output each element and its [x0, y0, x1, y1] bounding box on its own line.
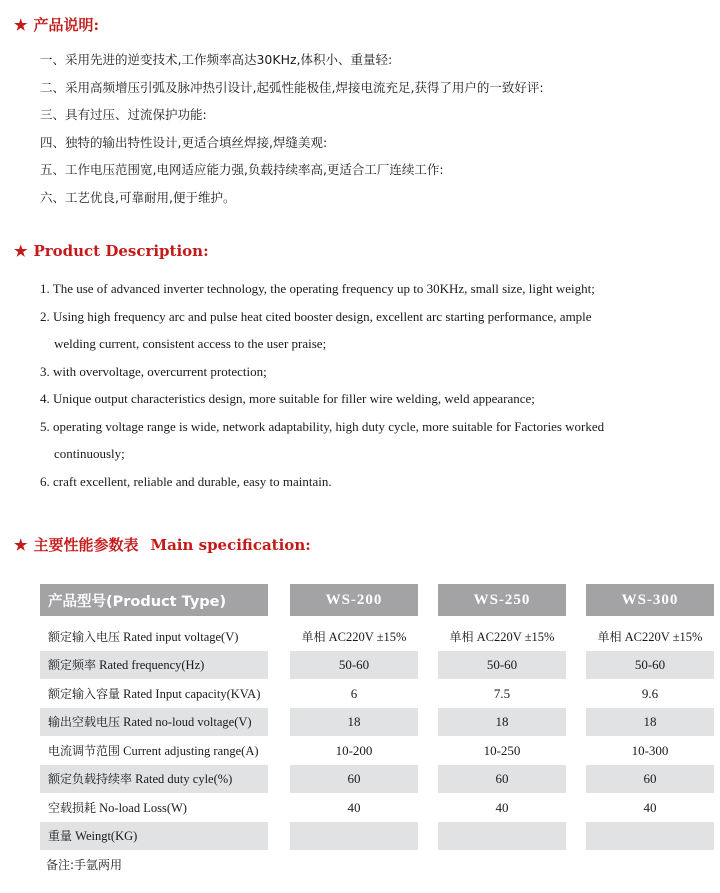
star-icon: ★	[14, 242, 28, 260]
table-row-frequency	[40, 651, 720, 679]
cell-value: 40	[347, 800, 361, 815]
en-feature-4: 4. Unique output characteristics design, more suitable for filler wire welding, weld appearance;	[40, 391, 535, 406]
cell-value: 60	[347, 771, 361, 786]
table-header-model-2: WS-250	[438, 584, 566, 616]
cell-value: 40	[495, 800, 509, 815]
cell-value: 10-300	[631, 743, 669, 758]
row-label: 额定输入电压 Rated input voltage(V)	[48, 630, 239, 644]
section-title-spec-cn: 主要性能参数表	[33, 536, 139, 554]
cn-feature-2: 二、采用高频增压引弧及脉冲热引设计,起弧性能极佳,焊接电流充足,获得了用户的一致好评:	[40, 80, 544, 95]
section-title-en	[14, 242, 209, 260]
table-header-product-type: 产品型号(Product Type)	[40, 584, 268, 616]
cell-value: 60	[495, 771, 509, 786]
row-label: 额定负载持续率 Rated duty cyle(%)	[48, 772, 233, 786]
section-title-cn-text: 产品说明:	[33, 16, 99, 34]
cell-value	[438, 822, 566, 850]
en-feature-6: 6. craft excellent, reliable and durable, easy to maintain.	[40, 474, 332, 489]
en-feature-5: 5. operating voltage range is wide, network adaptability, high duty cycle, more suitable for Factories worked	[40, 419, 605, 434]
section-title-en-text: Product Description:	[33, 242, 209, 260]
row-label: 电流调节范围 Current adjusting range(A)	[48, 744, 259, 758]
cell-value: 50-60	[486, 657, 518, 672]
row-label: 额定输入容量 Rated Input capacity(KVA)	[48, 687, 261, 701]
table-row-weight	[40, 822, 720, 850]
en-feature-3: 3. with overvoltage, overcurrent protection;	[40, 364, 267, 379]
en-feature-1: 1. The use of advanced inverter technology, the operating frequency up to 30KHz, small size, light weight;	[40, 281, 595, 296]
cell-value: 60	[643, 771, 657, 786]
row-label: 空载损耗 No-load Loss(W)	[48, 801, 187, 815]
cell-value: 单相 AC220V ±15%	[597, 630, 703, 644]
cell-value: 6	[350, 686, 358, 701]
en-feature-2: 2. Using high frequency arc and pulse heat cited booster design, excellent arc starting performance, ample	[40, 309, 592, 324]
cn-feature-4: 四、独特的输出特性设计,更适合填丝焊接,焊缝美观:	[40, 135, 328, 150]
table-header-model-1: WS-200	[290, 584, 418, 616]
cn-feature-5: 五、工作电压范围宽,电网适应能力强,负载持续率高,更适合工厂连续工作:	[40, 162, 444, 177]
cell-value: 单相 AC220V ±15%	[449, 630, 555, 644]
cell-value	[290, 822, 418, 850]
cell-value: 18	[495, 714, 509, 729]
cell-value: 10-200	[335, 743, 373, 758]
cell-value: 18	[347, 714, 361, 729]
en-feature-2-cont: welding current, consistent access to the user praise;	[54, 336, 327, 351]
cn-feature-3: 三、具有过压、过流保护功能:	[40, 107, 207, 122]
cell-value: 40	[643, 800, 657, 815]
table-row-current-range	[40, 737, 720, 765]
cell-value: 9.6	[641, 686, 659, 701]
table-row-noload-voltage	[40, 708, 720, 736]
section-title-spec	[14, 534, 311, 555]
en-feature-5-cont: continuously;	[54, 446, 125, 461]
cell-value: 7.5	[493, 686, 511, 701]
star-icon: ★	[14, 16, 28, 34]
cn-feature-6: 六、工艺优良,可靠耐用,便于维护。	[40, 190, 236, 205]
table-header-model-3: WS-300	[586, 584, 714, 616]
row-label: 额定频率 Rated frequency(Hz)	[48, 658, 205, 672]
cell-value	[586, 822, 714, 850]
row-label: 重量 Weingt(KG)	[48, 829, 138, 843]
table-row-input-capacity	[40, 680, 720, 708]
table-row-noload-loss	[40, 794, 720, 822]
star-icon: ★	[14, 536, 28, 554]
table-row-duty-cycle	[40, 765, 720, 793]
table-note: 备注:手氩两用	[46, 858, 123, 872]
section-title-spec-en: Main specification:	[150, 536, 311, 554]
cn-feature-1: 一、采用先进的逆变技术,工作频率高达30KHz,体积小、重量轻:	[40, 52, 393, 67]
table-row-input-voltage	[40, 623, 720, 651]
cell-value: 10-250	[483, 743, 521, 758]
cell-value: 18	[643, 714, 657, 729]
cell-value: 50-60	[634, 657, 666, 672]
section-title-cn	[14, 14, 99, 35]
cell-value: 单相 AC220V ±15%	[301, 630, 407, 644]
cell-value: 50-60	[338, 657, 370, 672]
row-label: 输出空载电压 Rated no-loud voltage(V)	[48, 715, 252, 729]
